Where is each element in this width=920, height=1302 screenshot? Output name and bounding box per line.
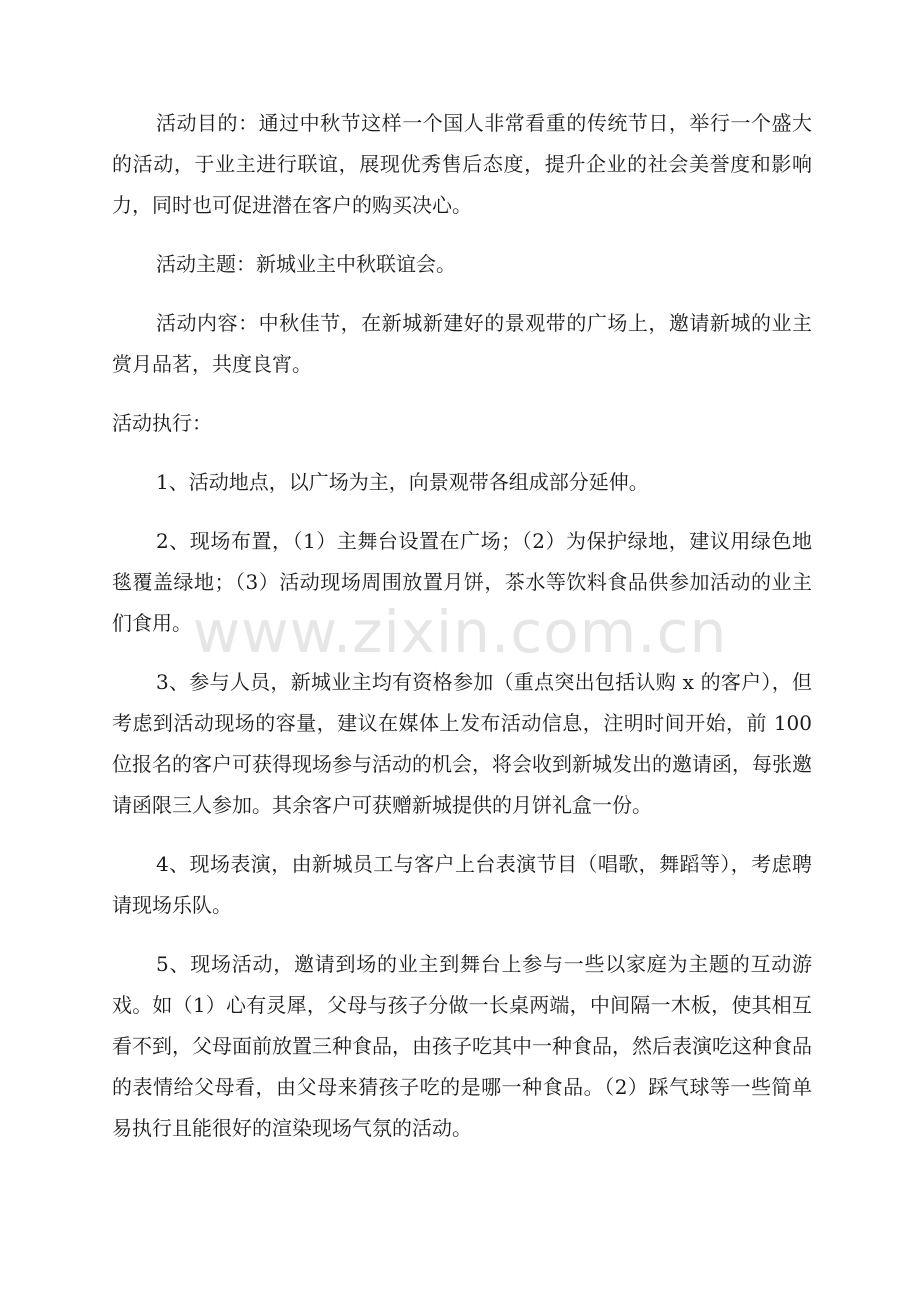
paragraph-item-2: 2、现场布置，（1）主舞台设置在广场；（2）为保护绿地，建议用绿色地毯覆盖绿地；（3）活动现场周围放置月饼，茶水等饮料食品供参加活动的业主们食用。	[112, 529, 812, 635]
paragraph-item-5: 5、现场活动，邀请到场的业主到舞台上参与一些以家庭为主题的互动游戏。如（1）心有灵犀，父母与孩子分做一长桌两端，中间隔一木板，使其相互看不到，父母面前放置三种食品，由孩子吃其中一种食品，然后表演吃这种食品的表情给父母看，由父母来猜孩子吃的是哪一种食品。（2）踩气球等一些简单易执行且能很好的渲染现场气氛的活动。	[112, 952, 812, 1140]
watermark-text: www.zixin.com.cn	[192, 598, 728, 666]
document-body	[112, 103, 812, 1167]
paragraph-content: 活动内容：中秋佳节，在新城新建好的景观带的广场上，邀请新城的业主赏月品茗，共度良宵。	[112, 311, 812, 376]
paragraph-item-3: 3、参与人员，新城业主均有资格参加（重点突出包括认购 x 的客户），但考虑到活动现场的容量，建议在媒体上发布活动信息，注明时间开始，前 100 位报名的客户可获得现场参与活动的机会，将会收到新城发出的邀请函，每张邀请函限三人参加。其余客户可获赠新城提供的月饼礼盒一份。	[112, 670, 812, 817]
paragraph-purpose: 活动目的：通过中秋节这样一个国人非常看重的传统节日，举行一个盛大的活动，于业主进行联谊，展现优秀售后态度，提升企业的社会美誉度和影响力，同时也可促进潜在客户的购买决心。	[112, 111, 812, 217]
paragraph-item-1: 1、活动地点，以广场为主，向景观带各组成部分延伸。	[156, 470, 649, 494]
paragraph-theme: 活动主题：新城业主中秋联谊会。	[156, 252, 456, 276]
section-heading-execution: 活动执行：	[112, 411, 212, 435]
paragraph-item-4: 4、现场表演，由新城员工与客户上台表演节目（唱歌，舞蹈等），考虑聘请现场乐队。	[112, 852, 812, 917]
